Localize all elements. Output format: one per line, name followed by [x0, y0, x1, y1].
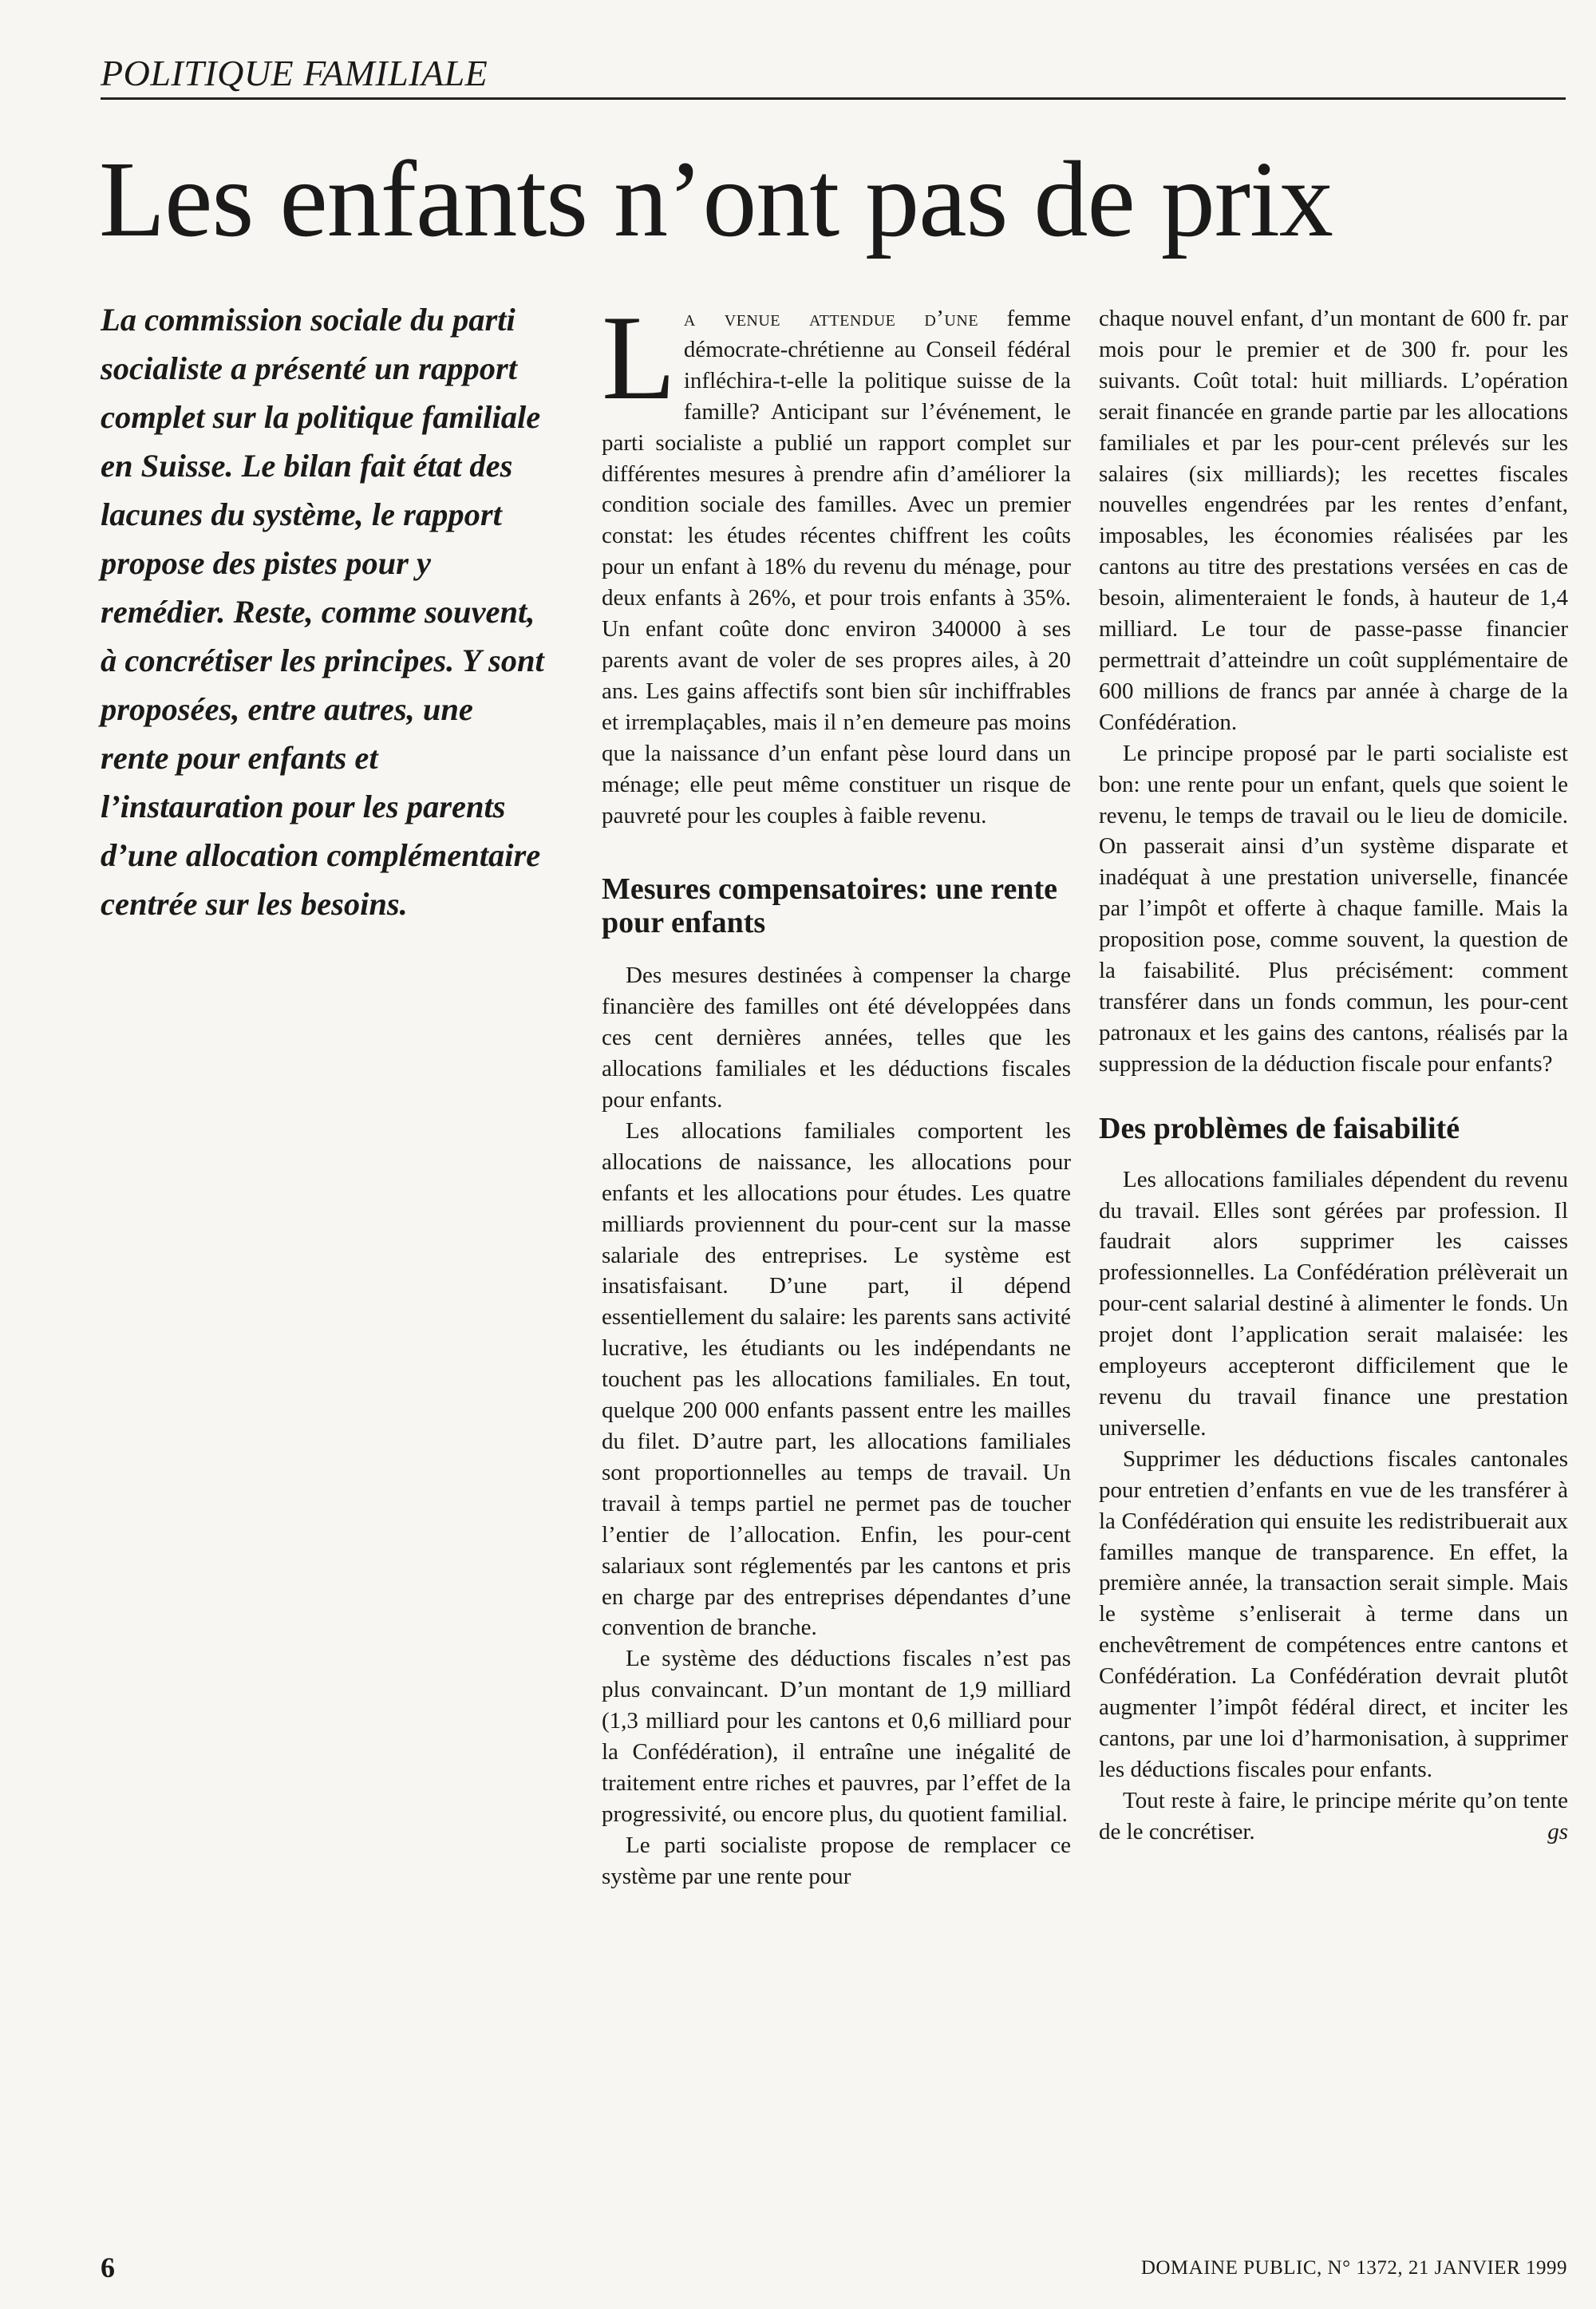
publication-info: DOMAINE PUBLIC, N° 1372, 21 JANVIER 1999 — [1140, 2257, 1567, 2279]
paragraph: Le système des déductions fiscales n’est pas plus convaincant. D’un montant de 1,9 milliard (1,3 milliard pour les cantons et 0,6 milliard pour la Confédération), il entraîne une inégalité de traitement entre riches et pauvres, par l’effet de la progressivité, ou encore plus, du quotient familial. — [602, 1646, 1071, 1827]
subheading-faisabilite: Des problèmes de faisabilité — [1099, 1111, 1460, 1145]
paragraph: Des mesures destinées à compenser la charge financière des familles ont été développées dans ces cent dernières années, telles que les allocations familiales et les déductions fiscales pour enfants. — [602, 963, 1071, 1113]
paragraph-continued: chaque nouvel enfant, d’un montant de 600 fr. par mois pour le premier et de 300 fr. pour les suivants. Coût total: huit milliards. L’opération serait financée en grande partie par les allocations familiales et par les pour-cent prélevés sur les salaires (six milliards); les recettes fiscales nouvelles engendrées par les rentes d’enfant, imposables, les économies réalisées par les cantons au titre des prestations versées en cas de besoin, alimenteraient le fonds, à hauteur de 1,4 milliard. Le tour de passe-passe financier permettrait d’atteindre un coût supplémentaire de 600 millions de francs par année à charge de la Confédération. — [1099, 306, 1568, 735]
paragraph: Les allocations familiales dépendent du revenu du travail. Elles sont gérées par profession. Il faudrait alors supprimer les caisses professionnelles. La Confédération prélèverait un pour-cent salarial destiné à alimenter le fonds. Un projet dont l’application serait malaisée: les employeurs accepteront difficilement que le revenu du travail finance une prestation universelle. — [1099, 1166, 1568, 1441]
opening-small-caps: a venue attendue d’une — [683, 306, 979, 331]
subheading-mesures: Mesures compensatoires: une rente pour enfants — [602, 872, 1057, 940]
section-rubric: POLITIQUE FAMILIALE — [101, 51, 1566, 100]
lead-text: La commission sociale du parti socialiste a présenté un rapport complet sur la politique familiale en Suisse. Le bilan fait état des lacunes du système, le rapport propose des pistes pour y remédier. Reste, comme souvent, à concrétiser les principes. Y sont proposées, entre autres, une rente pour enfants et l’instauration pour les parents d’une allocation complémentaire centrée sur les besoins. — [101, 302, 544, 922]
article-lead — [101, 295, 547, 928]
paragraph: Le parti socialiste propose de remplacer ce système par une rente pour — [602, 1832, 1071, 1889]
drop-cap: L — [602, 291, 676, 425]
article-column-2 — [1099, 303, 1568, 1848]
paragraph: Les allocations familiales comportent les allocations de naissance, les allocations pour enfants et les allocations pour études. Les quatre milliards proviennent du pour-cent sur la masse salariale des entreprises. Le système est insatisfaisant. D’une part, il dépend essentiellement du salaire: les parents sans activité lucrative, les étudiants ou les indépendants ne touchent pas les allocations familiales. En tout, quelque 200 000 enfants passent entre les mailles du filet. D’autre part, les allocations familiales sont proportionnelles au temps de travail. Un travail à temps partiel ne permet pas de toucher l’entier de l’allocation. Enfin, les pour-cent salariaux sont réglementés par les cantons et pris en charge par des entreprises dépendantes d’une convention de branche. — [602, 1117, 1071, 1641]
intro-text: femme démocrate-chrétienne au Conseil fédéral infléchira-t-elle la politique suisse de la famille? Anticipant sur l’événement, le parti socialiste a publié un rapport complet sur différentes mesures à prendre afin d’améliorer la condition sociale des familles. Avec un premier constat: les études récentes chiffrent les coûts pour un enfant à 18% du revenu du ménage, pour deux enfants à 26%, et pour trois enfants à 35%. Un enfant coûte donc environ 340000 à ses parents avant de voler de ses propres ailes, à 20 ans. Les gains affectifs sont bien sûr inchiffrables et irremplaçables, mais il n’en demeure pas moins que la naissance d’un enfant pèse lourd dans un ménage; elle peut même constituer un risque de pauvreté pour les couples à faible revenu. — [602, 306, 1071, 828]
article-column-1 — [602, 291, 1071, 1892]
author-signature: gs — [1547, 1818, 1568, 1844]
paragraph: Supprimer les déductions fiscales cantonales pour entretien d’enfants en vue de les transférer à la Confédération qui ensuite les redistribuerait aux familles manque de transparence. En effet, la première année, la transaction serait simple. Mais le système s’enliserait à terme dans un enchevêtrement de compétences entre cantons et Confédération. La Confédération devrait plutôt augmenter l’impôt fédéral direct, et inciter les cantons, par une loi d’harmonisation, à supprimer les déductions fiscales pour enfants. — [1099, 1445, 1568, 1782]
closing-paragraph — [1099, 1785, 1568, 1848]
page-number: 6 — [101, 2252, 115, 2283]
intro-paragraph — [602, 291, 1071, 831]
paragraph: Le principe proposé par le parti socialiste est bon: une rente pour un enfant, quels que soient le revenu, le temps de travail ou le lieu de domicile. On passerait ainsi d’un système disparate et inadéquat à une prestation universelle, financée par l’impôt et offerte à chaque famille. Mais la proposition pose, comme souvent, la question de la faisabilité. Plus précisément: comment transférer dans un fonds commun, les pour-cent patronaux et les gains des cantons, réalisés par la suppression de la déduction fiscale pour enfants? — [1099, 740, 1568, 1077]
closing-text: Tout reste à faire, le principe mérite qu’on tente de le concrétiser. — [1099, 1787, 1568, 1844]
article-title: Les enfants n’ont pas de prix — [99, 140, 1333, 259]
